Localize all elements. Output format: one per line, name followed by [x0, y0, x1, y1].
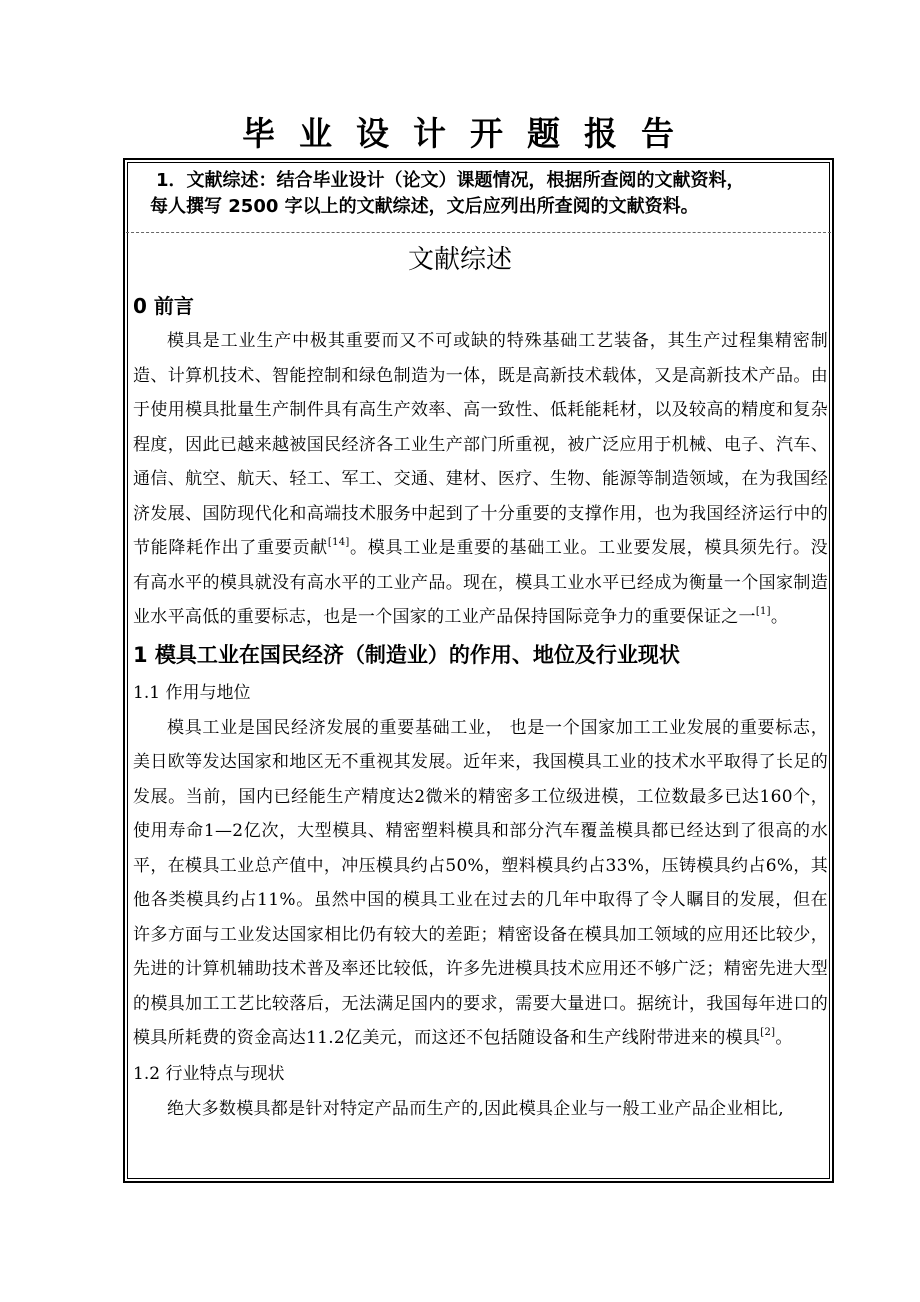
heading-preface: 0 前言: [133, 294, 194, 318]
paragraph-preface-end: 。: [770, 607, 789, 627]
paragraph-1-1: [133, 711, 828, 1056]
review-title: 文献综述: [407, 245, 512, 275]
paragraph-preface-text: 模具是工业生产中极其重要而又不可或缺的特殊基础工艺装备，其生产过程集精密制造、计算机技术、智能控制和绿色制造为一体，既是高新技术载体，又是高新技术产品。由于使用模具批量生产制件具有高生产效率、高一致性、低耗能耗材，以及较高的精度和复杂程度，因此已越来越被国民经济各工业生产部门所重视，被广泛应用于机械、电子、汽车、通信、航空、航天、轻工、军工、交通、建材、医疗、生物、能源等制造领域，在为我国经济发展、国防现代化和高端技术服务中起到了十分重要的支撑作用，也为我国经济运行中的节能降耗作出了重要贡献: [133, 331, 828, 558]
instruction-line-1: 1．文献综述：结合毕业设计（论文）课题情况，根据所查阅的文献资料，: [156, 170, 745, 191]
paragraph-1-1-end: 。: [775, 1028, 793, 1048]
review-content: [133, 288, 828, 1126]
paragraph-preface: [133, 324, 828, 635]
report-title: 毕业设计开题报告: [242, 114, 698, 153]
heading-1-2: 1.2 行业特点与现状: [133, 1063, 285, 1084]
paragraph-1-1-text: 模具工业是国民经济发展的重要基础工业， 也是一个国家加工工业发展的重要标志， 美日欧等发达国家和地区无不重视其发展。近年来，我国模具工业的技术水平取得了长足的发展。当前，国内已经能生产精度达2微米的精密多工位级进模，工位数最多已达160个，使用寿命1—2亿次，大型模具、精密塑料模具和部分汽车覆盖模具都已经达到了很高的水平，在模具工业总产值中，冲压模具约占50%，塑料模具约占33%，压铸模具约占6%，其他各类模具约占11%。虽然中国的模具工业在过去的几年中取得了令人瞩目的发展，但在许多方面与工业发达国家相比仍有较大的差距；精密设备在模具加工领域的应用还比较少，先进的计算机辅助技术普及率还比较低，许多先进模具技术应用还不够广泛；精密先进大型的模具加工工艺比较落后，无法满足国内的要求，需要大量进口。据统计，我国每年进口的模具所耗费的资金高达11.2亿美元，而这还不包括随设备和生产线附带进来的模具: [133, 717, 828, 1048]
dashed-divider: [126, 232, 831, 233]
instruction-line-2: 每人撰写 2500 字以上的文献综述，文后应列出所查阅的文献资料。: [150, 196, 699, 217]
citation-1: [1]: [755, 606, 771, 617]
instruction-block: [140, 168, 830, 220]
citation-2: [2]: [760, 1027, 776, 1038]
citation-14: [14]: [327, 537, 350, 548]
paragraph-1-2: 绝大多数模具都是针对特定产品而生产的,因此模具企业与一般工业产品企业相比,: [167, 1098, 784, 1119]
heading-section-1: 1 模具工业在国民经济（制造业）的作用、地位及行业现状: [133, 642, 680, 667]
paragraph-preface-tail: 。模具工业是重要的基础工业。工业要发展，模具须先行。没有高水平的模具就没有高水平的工业产品。现在，模具工业水平已经成为衡量一个国家制造业水平高低的重要标志，也是一个国家的工业产品保持国际竞争力的重要保证之一: [133, 538, 828, 627]
heading-1-1: 1.1 作用与地位: [133, 682, 251, 703]
